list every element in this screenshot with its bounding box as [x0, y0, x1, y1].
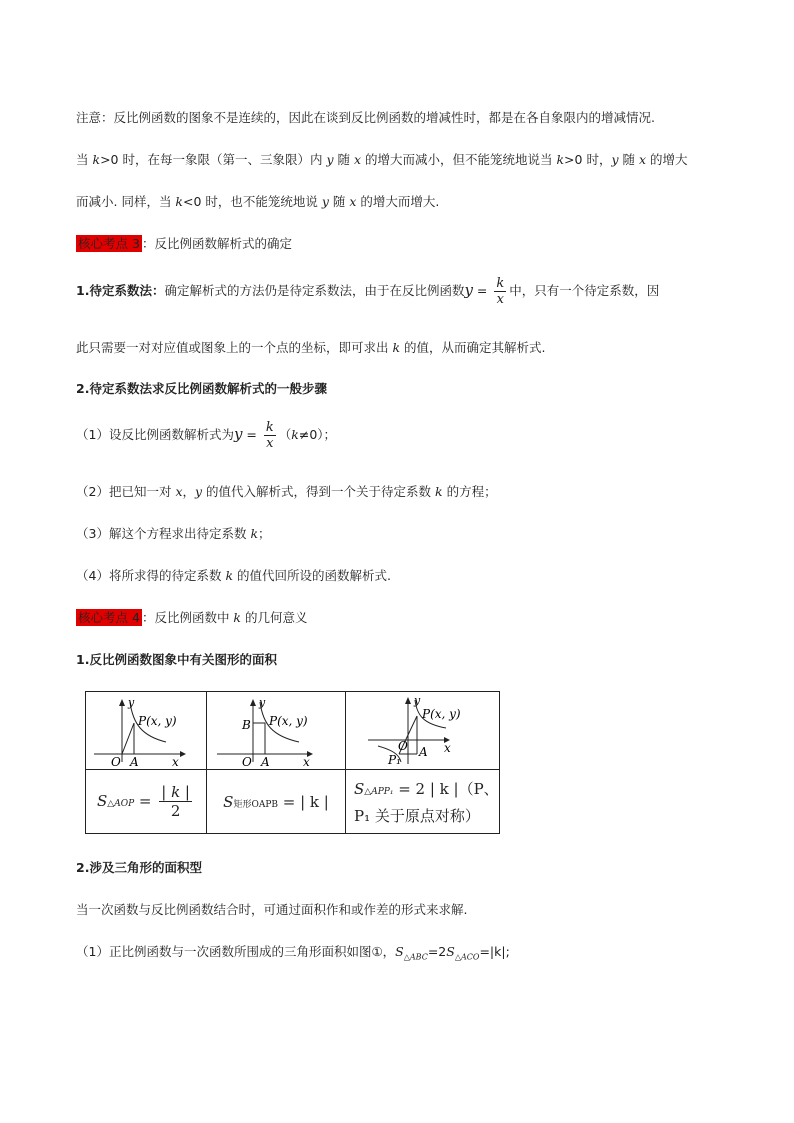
svg-text:y: y: [414, 694, 421, 707]
formula-triangle-aop: S△AOP = $\frac{| k |}{2}$: [97, 783, 190, 820]
formula-rectangle-oapb: S矩形OAPB = | k |: [223, 792, 329, 811]
svg-text:A: A: [261, 755, 270, 766]
triangle-aop-graph: [86, 692, 206, 766]
k-geometry-table: [85, 691, 500, 834]
formula-cell-2: [207, 770, 346, 834]
rectangle-oapb-graph: [207, 692, 345, 766]
graph-cell-triangle: [86, 692, 207, 770]
triangle-area-step-1: （1）正比例函数与一次函数所围成的三角形面积如图①，$S_{\triangle ABC}=2S_{\triangle ACO}=|k|$;: [76, 944, 510, 962]
step-4: （4）将所求得的待定系数 k 的值代回所设的函数解析式.: [76, 568, 391, 583]
svg-text:x: x: [172, 755, 179, 766]
fraction-k-over-x-2: $\frac{k}{x}$: [265, 420, 274, 451]
svg-text:A: A: [130, 755, 139, 766]
section3-heading: [76, 234, 292, 252]
step-2: （2）把已知一对 x，y 的值代入解析式，得到一个关于待定系数 k 的方程；: [76, 484, 497, 499]
svg-text:x: x: [303, 755, 310, 766]
section4-heading: 核心考点 4 ：反比例函数中 k 的几何意义: [78, 610, 308, 625]
svg-text:P(x, y): P(x, y): [269, 714, 308, 728]
method-paragraph-line-2: 此只需要一对对应值或图象上的一个点的坐标，即可求出 k 的值，从而确定其解析式.: [76, 340, 546, 355]
step-3: （3）解这个方程求出待定系数 k；: [76, 526, 271, 541]
triangle-area-heading: 2.涉及三角形的面积型: [76, 860, 202, 875]
formula-triangle-app1-line2: P₁ 关于原点对称）: [354, 806, 480, 825]
note-line-1: 注意：反比例函数的图象不是连续的，因此在谈到反比例函数的增减性时，都是在各自象限内的增减情况.: [76, 110, 655, 125]
section3-title: ：反比例函数解析式的确定: [141, 236, 292, 251]
formula-triangle-app1: S△APP₁ = 2 | k |（P、: [354, 779, 499, 798]
svg-text:P(x, y): P(x, y): [138, 714, 177, 728]
svg-text:P₁: P₁: [388, 753, 401, 766]
graph-cell-rectangle: [207, 692, 346, 770]
step-1: （1）设反比例函数解析式为y = $\frac{k}{x}$ （k≠0）；: [76, 420, 337, 451]
note-line-2: 当 k>0 时，在每一象限（第一、三象限）内 y 随 x 的增大而减小，但不能笼统地说当 k>0 时，y 随 x 的增大: [76, 152, 688, 167]
svg-text:x: x: [444, 741, 451, 755]
svg-text:P(x, y): P(x, y): [422, 707, 461, 721]
formula-cell-1: [86, 770, 207, 834]
steps-heading: 2.待定系数法求反比例函数解析式的一般步骤: [76, 381, 327, 396]
method-paragraph-line-1: 1.待定系数法：确定解析式的方法仍是待定系数法，由于在反比例函数y = $\frac{k}{x}$ 中，只有一个待定系数，因: [76, 276, 660, 307]
section4-badge: 核心考点 4: [78, 610, 140, 625]
fraction-k-over-x: $\frac{k}{x}$: [496, 276, 505, 307]
svg-text:O: O: [111, 755, 121, 766]
svg-text:O: O: [398, 739, 408, 753]
note-line-3: 而减小. 同样，当 k<0 时，也不能笼统地说 y 随 x 的增大而增大.: [76, 194, 440, 209]
triangle-app1-graph: [346, 692, 496, 766]
svg-text:y: y: [259, 696, 266, 709]
section3-badge: 核心考点 3: [78, 236, 140, 251]
formula-cell-3: [346, 770, 500, 834]
svg-text:B: B: [242, 718, 251, 732]
svg-text:y: y: [128, 696, 135, 709]
svg-text:A: A: [419, 745, 428, 759]
svg-text:O: O: [242, 755, 252, 766]
area-heading: 1.反比例函数图象中有关图形的面积: [76, 652, 277, 667]
graph-cell-symmetric: [346, 692, 500, 770]
triangle-area-intro: 当一次函数与反比例函数结合时，可通过面积作和或作差的形式来求解.: [76, 902, 468, 917]
